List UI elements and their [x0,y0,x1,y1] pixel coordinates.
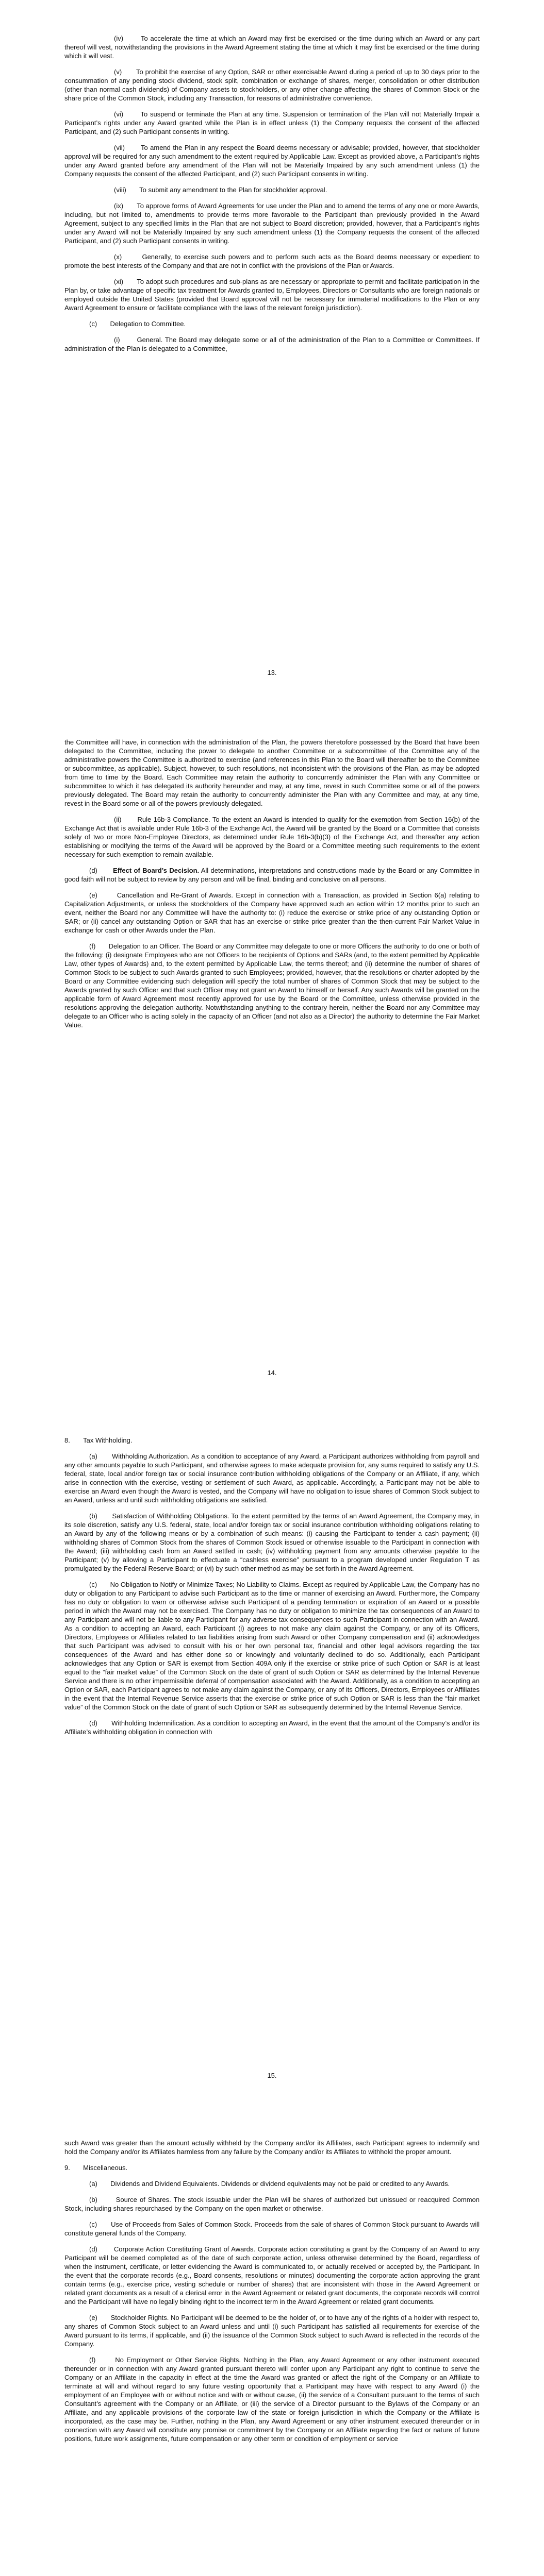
page-number: 13. [267,669,277,676]
para-9f: (f) No Employment or Other Service Rights. Nothing in the Plan, any Award Agreement or any other instrument executed thereunder or in connection with any Award granted pursuant thereto will confer upon any Participant any right to continue to serve the Company or an Affiliate in the capacity in effect at the time the Award was granted or affect the right of the Company or an Affiliate to terminate at will and without regard to any future vesting opportunity that a Participant may have with respect to any Award (i) the employment of an Employee with or without notice and with or without cause, (ii) the service of a Consultant pursuant to the terms of such Consultant’s agreement with the Company or an Affiliate, or (iii) the service of a Director pursuant to the Bylaws of the Company or an Affiliate, and any applicable provisions of the corporate law of the state or foreign jurisdiction in which the Company or the Affiliate is incorporated, as the case may be. Further, nothing in the Plan, any Award Agreement or any other instrument executed thereunder or in connection with any Award will constitute any promise or commitment by the Company or an Affiliate regarding the fact or nature of future positions, future work assignments, future compensation or any other term or condition of employment or service [64,2356,480,2443]
para-vi: (vi) To suspend or terminate the Plan at any time. Suspension or termination of the Plan will not Materially Impair a Participant’s rights under any Award granted while the Plan is in effect unless (1) the Company requests the consent of the affected Participant, and (2) such Participant consents in writing. [64,110,480,135]
para-c-i: (i) General. The Board may delegate some or all of the administration of the Plan to a Committee or Committees. If administration of the Plan is delegated to a Committee, [64,336,480,352]
para-9e: (e) Stockholder Rights. No Participant will be deemed to be the holder of, or to have any of the rights of a holder with respect to, any shares of Common Stock subject to an Award unless and until (i) such Participant has satisfied all requirements for exercise of the Award pursuant to its terms, if applicable, and (ii) the issuance of the Common Stock subject to such Award is reflected in the records of the Company. [64,2314,480,2348]
para-continuation: such Award was greater than the amount actually withheld by the Company and/or its Affiliates, each Participant agrees to indemnify and hold the Company and/or its Affiliates harmless from any failure by the Company and/or its Affiliates to withhold the proper amount. [64,2139,480,2156]
section-8-heading: 8. Tax Withholding. [64,1436,133,1444]
para-d-label: (d) [89,867,113,874]
para-9c: (c) Use of Proceeds from Sales of Common Stock. Proceeds from the sale of shares of Common Stock pursuant to Awards will constitute general funds of the Company. [64,2221,480,2237]
page-15 [0,1402,544,2105]
para-9a: (a) Dividends and Dividend Equivalents. Dividends or dividend equivalents may not be paid or credited to any Awards. [89,2180,450,2188]
page-13 [0,0,544,702]
para-e: (e) Cancellation and Re-Grant of Awards. Except in connection with a Transaction, as provided in Section 6(a) relating to Capitalization Adjustments, or unless the stockholders of the Company have approved such an action within 12 months prior to such an event, neither the Board nor any Committee will have the authority to: (i) reduce the exercise or strike price of any outstanding Option or SAR; or (ii) cancel any outstanding Option or SAR that has an exercise or strike price greater than the then-current Fair Market Value in exchange for cash or other Awards under the Plan. [64,891,480,934]
para-iv: (iv) To accelerate the time at which an Award may first be exercised or the time during which an Award or any part thereof will vest, notwithstanding the provisions in the Award Agreement stating the time at which it may first be exercised or the time during which it will vest. [64,35,480,60]
para-9d: (d) Corporate Action Constituting Grant of Awards. Corporate action constituting a grant by the Company of an Award to any Participant will be deemed completed as of the date of such corporate action, unless otherwise determined by the Board, regardless of when the instrument, certificate, or letter evidencing the Award is communicated to, or actually received or accepted by, the Participant. In the event that the corporate records (e.g., Board consents, resolutions or minutes) documenting the corporate action approving the grant contain terms (e.g., exercise price, vesting schedule or number of shares) that are inconsistent with those in the Award Agreement or related grant documents as a result of a clerical error in the Award Agreement or related grant documents, the corporate records will control and the Participant will have no legally binding right to the incorrect term in the Award Agreement or related grant documents. [64,2245,480,2306]
para-viii: (viii) To submit any amendment to the Plan for stockholder approval. [114,186,327,194]
para-continuation: the Committee will have, in connection with the administration of the Plan, the powers theretofore possessed by the Board that have been delegated to the Committee, including the power to delegate to another Committee or a subcommittee of the Committee any of the administrative powers the Committee is authorized to exercise (and references in this Plan to the Board will thereafter be to the Committee or subcommittee, as applicable). Subject, however, to such resolutions, not inconsistent with the provisions of the Plan, as may be adopted from time to time by the Board. Each Committee may retain the authority to concurrently administer the Plan with any Committee or subcommittee to which it has delegated its authority hereunder and may, at any time, revest in such Committee some or all of the powers previously delegated. The Board may retain the authority to concurrently administer the Plan with any Committee and may, at any time, revest in the Board some or all of the powers previously delegated. [64,738,480,807]
para-c-ii: (ii) Rule 16b-3 Compliance. To the extent an Award is intended to qualify for the exemption from Section 16(b) of the Exchange Act that is available under Rule 16b-3 of the Exchange Act, the Award will be granted by the Board or a Committee that consists solely of two or more Non-Employee Directors, as determined under Rule 16b-3(b)(3) of the Exchange Act, and thereafter any action establishing or modifying the terms of the Award will be approved by the Board or a Committee meeting such requirements to the extent necessary for such exemption to remain available. [64,816,480,858]
section-9-heading: 9. Miscellaneous. [64,2164,128,2172]
para-d-text: All determinations, interpretations and constructions made by the Board or any Committee in good faith will not be subject to review by any person and will be final, binding and conclusive on all persons. [64,867,480,883]
section-c-heading: (c) Delegation to Committee. [89,320,186,328]
para-8d: (d) Withholding Indemnification. As a condition to accepting an Award, in the event that the amount of the Company’s and/or its Affiliate’s withholding obligation in connection with [64,1719,480,1736]
para-8b: (b) Satisfaction of Withholding Obligations. To the extent permitted by the terms of an Award Agreement, the Company may, in its sole discretion, satisfy any U.S. federal, state, local and/or foreign tax or social insurance contribution withholding obligations relating to an Award by any of the following means or by a combination of such means: (i) causing the Participant to tender a cash payment; (ii) withholding shares of Common Stock from the shares of Common Stock issued or otherwise issuable to the Participant in connection with the Award; (iii) withholding cash from an Award settled in cash; (iv) withholding payment from any amounts otherwise payable to the Participant; (v) by allowing a Participant to effectuate a “cashless exercise” pursuant to a program developed under Regulation T as promulgated by the Federal Reserve Board; or (vi) by such other method as may be set forth in the Award Agreement. [64,1512,480,1572]
para-ix: (ix) To approve forms of Award Agreements for use under the Plan and to amend the terms of any one or more Awards, including, but not limited to, amendments to provide terms more favorable to the Participant than previously provided in the Award Agreement, subject to any specified limits in the Plan that are not subject to Board discretion; provided, however, that a Participant’s rights under any Award will not be Materially Impaired by any such amendment unless (1) the Company requests the consent of the affected Participant, and (2) such Participant consents in writing. [64,202,480,245]
para-v: (v) To prohibit the exercise of any Option, SAR or other exercisable Award during a period of up to 30 days prior to the consummation of any pending stock dividend, stock split, combination or exchange of shares, merger, consolidation or other distribution (other than normal cash dividends) of Company assets to stockholders, or any other change affecting the shares of Common Stock or the share price of the Common Stock, including any Transaction, for reasons of administrative convenience. [64,68,480,102]
para-9b: (b) Source of Shares. The stock issuable under the Plan will be shares of authorized but unissued or reacquired Common Stock, including shares repurchased by the Company on the open market or otherwise. [64,2196,480,2212]
para-f: (f) Delegation to an Officer. The Board or any Committee may delegate to one or more Officers the authority to do one or both of the following: (i) designate Employees who are not Officers to be recipients of Options and SARs (and, to the extent permitted by Applicable Law, other types of Awards) and, to the extent permitted by Applicable Law, the terms thereof; and (ii) determine the number of shares of Common Stock to be subject to such Awards granted to such Employees; provided, however, that the resolutions or charter adopted by the Board or any Committee evidencing such delegation will specify the total number of shares of Common Stock that may be subject to the Awards granted by such Officer and that such Officer may not grant an Award to himself or herself. Any such Awards will be granted on the applicable form of Award Agreement most recently approved for use by the Board or the Committee, unless otherwise provided in the resolutions approving the delegation authority. Notwithstanding anything to the contrary herein, neither the Board nor any Committee may delegate to an Officer who is acting solely in the capacity of an Officer (and not also as a Director) the authority to determine the Fair Market Value. [64,942,480,1029]
para-x: (x) Generally, to exercise such powers and to perform such acts as the Board deems necessary or expedient to promote the best interests of the Company and that are not in conflict with the provisions of the Plan or Awards. [64,253,480,269]
para-d [64,866,480,884]
page-number: 15. [267,2072,277,2079]
para-8a: (a) Withholding Authorization. As a condition to acceptance of any Award, a Participant authorizes withholding from payroll and any other amounts payable to such Participant, and otherwise agrees to make adequate provision for, any sums required to satisfy any U.S. federal, state, local and/or foreign tax or social insurance contribution withholding obligations of the Company or an Affiliate, if any, which arise in connection with the exercise, vesting or settlement of such Award, as applicable. Accordingly, a Participant may not be able to exercise an Award even though the Award is vested, and the Company will have no obligation to issue shares of Common Stock subject to an Award, unless and until such withholding obligations are satisfied. [64,1452,480,1504]
para-d-title: Effect of Board’s Decision. [113,867,200,874]
para-xi: (xi) To adopt such procedures and sub-plans as are necessary or appropriate to permit and facilitate participation in the Plan by, or take advantage of specific tax treatment for Awards granted to, Employees, Directors or Consultants who are foreign nationals or employed outside the United States (provided that Board approval will not be necessary for immaterial modifications to the Plan or any Award Agreement to ensure or facilitate compliance with the laws of the relevant foreign jurisdiction). [64,278,480,312]
para-8c: (c) No Obligation to Notify or Minimize Taxes; No Liability to Claims. Except as required by Applicable Law, the Company has no duty or obligation to any Participant to advise such Participant as to the time or manner of exercising an Award. Furthermore, the Company has no duty or obligation to warn or otherwise advise such Participant of a pending termination or expiration of an Award or a possible period in which the Award may not be exercised. The Company has no duty or obligation to minimize the tax consequences of an Award to any Participant and will not be liable to any Participant for any adverse tax consequences to such Participant in connection with an Award. As a condition to accepting an Award, each Participant (i) agrees to not make any claim against the Company, or any of its Officers, Directors, Employees or Affiliates related to tax liabilities arising from such Award or other Company compensation and (ii) acknowledges that such Participant was advised to consult with his or her own personal tax, financial and other legal advisors regarding the tax consequences of the Award and has either done so or knowingly and voluntarily declined to do so. Additionally, each Participant acknowledges that any Option or SAR is exempt from Section 409A only if the exercise or strike price of such Option or SAR is at least equal to the “fair market value” of the Common Stock on the date of grant of such Option or SAR as determined by the Internal Revenue Service and there is no other impermissible deferral of compensation associated with the Award. Additionally, as a condition to accepting an Option or SAR, each Participant agrees to not make any claim against the Company, or any of its Officers, Directors, Employees or Affiliates in the event that the Internal Revenue Service asserts that the exercise or strike price of such Option or SAR is less than the “fair market value” of the Common Stock on the date of grant of such Option or SAR as subsequently determined by the Internal Revenue Service. [64,1581,480,1711]
page-16 [0,2105,544,2576]
page-number: 14. [267,1369,277,1377]
page-14 [0,702,544,1402]
para-vii: (vii) To amend the Plan in any respect the Board deems necessary or advisable; provided, however, that stockholder approval will be required for any such amendment to the extent required by Applicable Law. Except as provided above, a Participant’s rights under any Award granted before any amendment of the Plan will not be Materially Impaired by any such amendment unless (1) the Company requests the consent of the affected Participant, and (2) such Participant consents in writing. [64,144,480,178]
